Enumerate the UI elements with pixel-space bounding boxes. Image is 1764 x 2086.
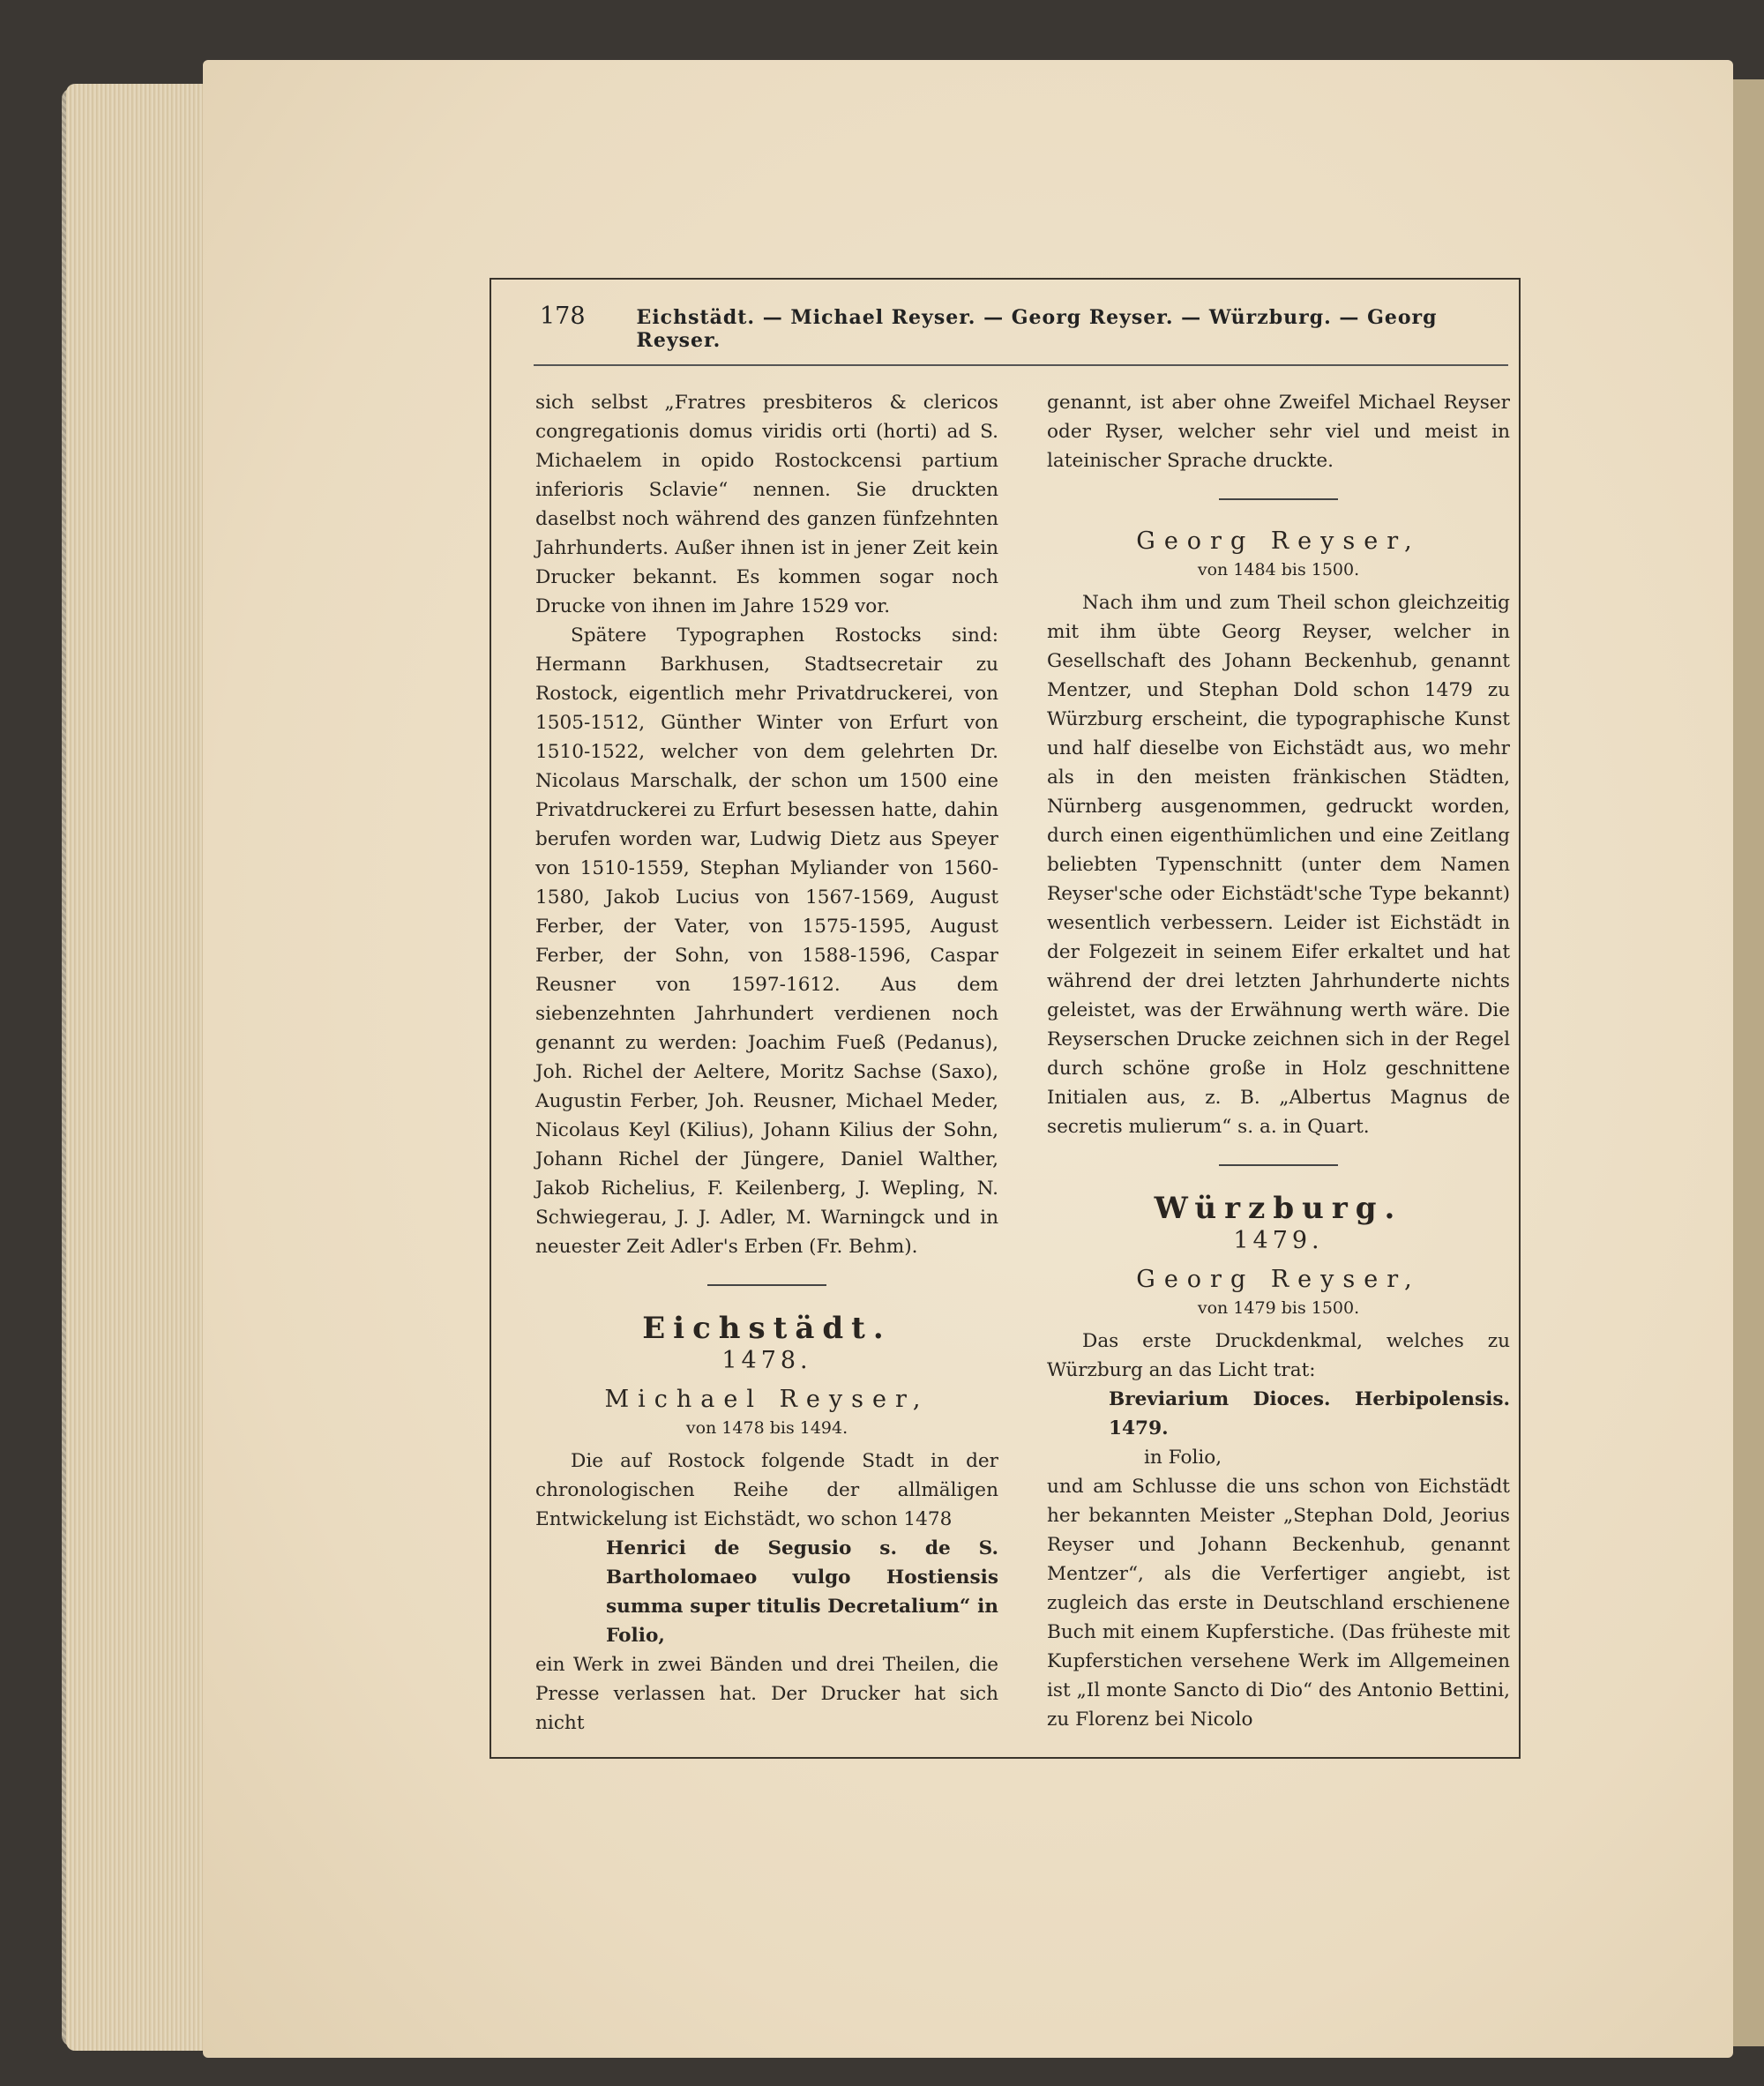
left-para-3: Die auf Rostock folgende Stadt in der chronologischen Reihe der allmäligen Entwickelung ist Eichstädt, wo schon 1478 xyxy=(535,1450,998,1530)
book-title: Henrici de Segusio s. de S. Bartholomaeo vulgo Hostiensis summa super titulis Decretalium“ in Folio, xyxy=(606,1537,998,1647)
book-format: in Folio, xyxy=(1144,1447,1222,1469)
running-head: Eichstädt. — Michael Reyser. — Georg Reyser. — Würzburg. — Georg Reyser. xyxy=(636,306,1438,352)
page-number: 178 xyxy=(540,303,586,330)
page-stack-edge xyxy=(66,84,220,2051)
right-para-4: und am Schlusse die uns schon von Eichstädt her bekannten Meister „Stephan Dold, Jeorius Reyser und Johann Beckenhub, genannt Mentzer“, als die Verfertiger angiebt, ist zugleich das erste in Deutschland erschienene Buch mit einem Kupferstiche. (Das früheste mit Kupferstichen versehene Werk im Allgemeinen ist „Il monte Sancto di Dio“ des Antonio Bettini, zu Florenz bei Nicolo xyxy=(1047,1476,1510,1731)
right-column xyxy=(1047,388,1510,1734)
section-divider xyxy=(1219,498,1338,500)
printer-span: von 1484 bis 1500. xyxy=(1197,560,1360,579)
printer-span: von 1478 bis 1494. xyxy=(685,1418,848,1438)
printer-span: von 1479 bis 1500. xyxy=(1197,1298,1360,1318)
section-divider xyxy=(1219,1164,1338,1166)
city-year: 1478. xyxy=(721,1347,812,1374)
right-para-1: genannt, ist aber ohne Zweifel Michael Reyser oder Ryser, welcher sehr viel und meist in lateinischer Sprache druckte. xyxy=(1047,392,1510,472)
city-year: 1479. xyxy=(1233,1227,1324,1254)
city-heading-eichstaedt: Eichstädt. xyxy=(642,1311,892,1346)
left-para-1: sich selbst „Fratres presbiteros & clericos congregationis domus viridis orti (horti) ad S. Michaelem in opido Rostockcensi partium inferioris Sclavie“ nennen. Sie druckten daselbst noch während des ganzen fünfzehnten Jahrhunderts. Außer ihnen ist in jener Zeit kein Drucker bekannt. Es kommen sogar noch Drucke von ihnen im Jahre 1529 vor. xyxy=(535,392,998,617)
left-column xyxy=(535,388,998,1738)
right-para-2: Nach ihm und zum Theil schon gleichzeitig mit ihm übte Georg Reyser, welcher in Gesellschaft des Johann Beckenhub, genannt Mentzer, und Stephan Dold schon 1479 zu Würzburg erscheint, die typographische Kunst und half dieselbe von Eichstädt aus, wo mehr als in den meisten fränkischen Städten, Nürnberg ausgenommen, gedruckt worden, durch einen eigenthümlichen und eine Zeitlang beliebten Typenschnitt (unter dem Namen Reyser'sche oder Eichstädt'sche Type bekannt) wesentlich verbessern. Leider ist Eichstädt in der Folgezeit in seinem Eifer erkaltet und hat während der drei letzten Jahrhunderte nichts geleistet, was der Erwähnung werth wäre. Die Reyserschen Drucke zeichnen sich in der Regel durch schöne große in Holz geschnittene Initialen aus, z. B. „Albertus Magnus de secretis mulierum“ s. a. in Quart. xyxy=(1047,592,1510,1138)
printer-heading: Michael Reyser, xyxy=(604,1386,930,1413)
printer-heading: Georg Reyser, xyxy=(1136,1266,1421,1293)
page-header xyxy=(540,303,1510,352)
right-para-3: Das erste Druckdenkmal, welches zu Würzburg an das Licht trat: xyxy=(1047,1330,1510,1381)
printer-heading: Georg Reyser, xyxy=(1136,527,1421,555)
section-divider xyxy=(707,1284,826,1286)
left-para-4: ein Werk in zwei Bänden und drei Theilen, die Presse verlassen hat. Der Drucker hat sich nicht xyxy=(535,1654,998,1734)
header-rule xyxy=(534,364,1508,366)
book-title: Breviarium Dioces. Herbipolensis. 1479. xyxy=(1109,1388,1510,1439)
city-heading-wuerzburg: Würzburg. xyxy=(1154,1191,1403,1226)
left-para-2: Spätere Typographen Rostocks sind: Hermann Barkhusen, Stadtsecretair zu Rostock, eigentlich mehr Privatdruckerei, von 1505-1512, Günther Winter von Erfurt von 1510-1522, welcher von dem gelehrten Dr. Nicolaus Marschalk, der schon um 1500 eine Privatdruckerei zu Erfurt besessen hatte, dahin berufen worden war, Ludwig Dietz aus Speyer von 1510-1559, Stephan Myliander von 1560-1580, Jakob Lucius von 1567-1569, August Ferber, der Vater, von 1575-1595, August Ferber, der Sohn, von 1588-1596, Caspar Reusner von 1597-1612. Aus dem siebenzehnten Jahrhundert verdienen noch genannt zu werden: Joachim Fueß (Pedanus), Joh. Richel der Aeltere, Moritz Sachse (Saxo), Augustin Ferber, Joh. Reusner, Michael Meder, Nicolaus Keyl (Kilius), Johann Kilius der Sohn, Johann Richel der Jüngere, Daniel Walther, Jakob Richelius, F. Keilenberg, J. Wepling, N. Schwiegerau, J. J. Adler, M. Warningck und in neuester Zeit Adler's Erben (Fr. Behm). xyxy=(535,624,998,1258)
